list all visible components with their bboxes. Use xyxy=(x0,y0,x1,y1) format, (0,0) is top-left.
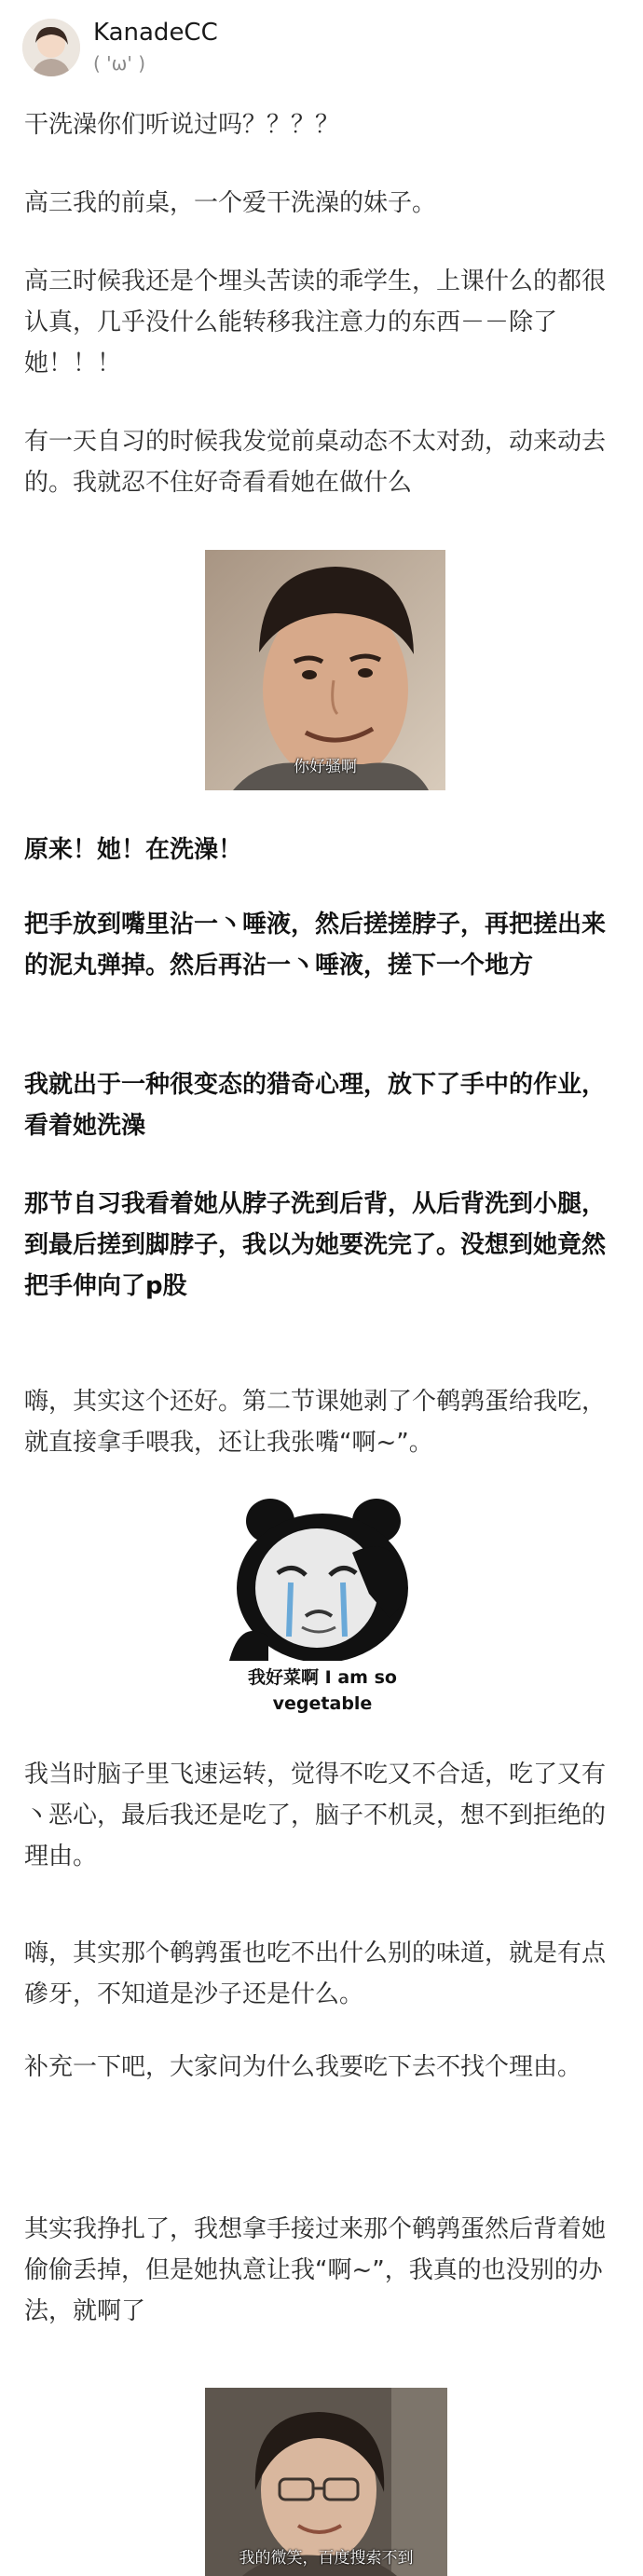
meme-image-smile xyxy=(205,2388,447,2576)
meme-caption-panda-line1: 我好菜啊 I am so xyxy=(248,1667,397,1688)
paragraph-8: 那节自习我看着她从脖子洗到后背，从后背洗到小腿，到最后搓到脚脖子，我以为她要洗完了。没想到她竟然把手伸向了p股 xyxy=(24,1190,607,1300)
paragraph-9: 嗨，其实这个还好。第二节课她剥了个鹌鹑蛋给我吃，就直接拿手喂我，还让我张嘴“啊~”。 xyxy=(24,1388,607,1457)
paragraph-11: 嗨，其实那个鹌鹑蛋也吃不出什么别的味道，就是有点磣牙，不知道是沙子还是什么。 xyxy=(24,1939,607,2008)
meme-image-panda xyxy=(212,1497,432,1720)
crying-panda-illustration xyxy=(212,1497,432,1661)
paragraph-1: 干洗澡你们听说过吗？？？？ xyxy=(24,111,340,139)
avatar[interactable] xyxy=(22,19,80,76)
paragraph-13: 其实我挣扎了，我想拿手接过来那个鹌鹑蛋然后背着她偷偷丢掉，但是她执意让我“啊~”，我真的也没别的办法，就啊了 xyxy=(24,2215,607,2325)
paragraph-2: 高三我的前桌，一个爱干洗澡的妹子。 xyxy=(24,189,437,217)
paragraph-4: 有一天自习的时候我发觉前桌动态不太对劲，动来动去的。我就忍不住好奇看看她在做什么 xyxy=(24,428,607,497)
paragraph-3: 高三时候我还是个埋头苦读的乖学生，上课什么的都很认真，几乎没什么能转移我注意力的东西－－除了她！！！ xyxy=(24,267,607,377)
meme-image-smirk xyxy=(205,550,445,790)
paragraph-10: 我当时脑子里飞速运转，觉得不吃又不合适，吃了又有丶恶心，最后我还是吃了，脑子不机灵，想不到拒绝的理由。 xyxy=(24,1761,607,1870)
user-subtitle: ( 'ω' ) xyxy=(93,52,146,75)
meme-caption-panda-line2: vegetable xyxy=(272,1693,373,1714)
avatar-image xyxy=(22,19,80,76)
paragraph-5: 原来！她！在洗澡！ xyxy=(24,836,243,864)
paragraph-7: 我就出于一种很变态的猎奇心理，放下了手中的作业，看着她洗澡 xyxy=(24,1071,607,1140)
post-header xyxy=(0,0,643,89)
username[interactable]: KanadeCC xyxy=(93,19,218,47)
meme-caption-smile: 我的微笑，百度搜索不到 xyxy=(239,2549,414,2568)
paragraph-6: 把手放到嘴里沾一丶唾液，然后搓搓脖子，再把搓出来的泥丸弹掉。然后再沾一丶唾液，搓下一个地方 xyxy=(24,911,607,980)
meme-caption-smirk: 你好骚啊 xyxy=(294,758,357,776)
paragraph-12: 补充一下吧，大家问为什么我要吃下去不找个理由。 xyxy=(24,2053,582,2081)
